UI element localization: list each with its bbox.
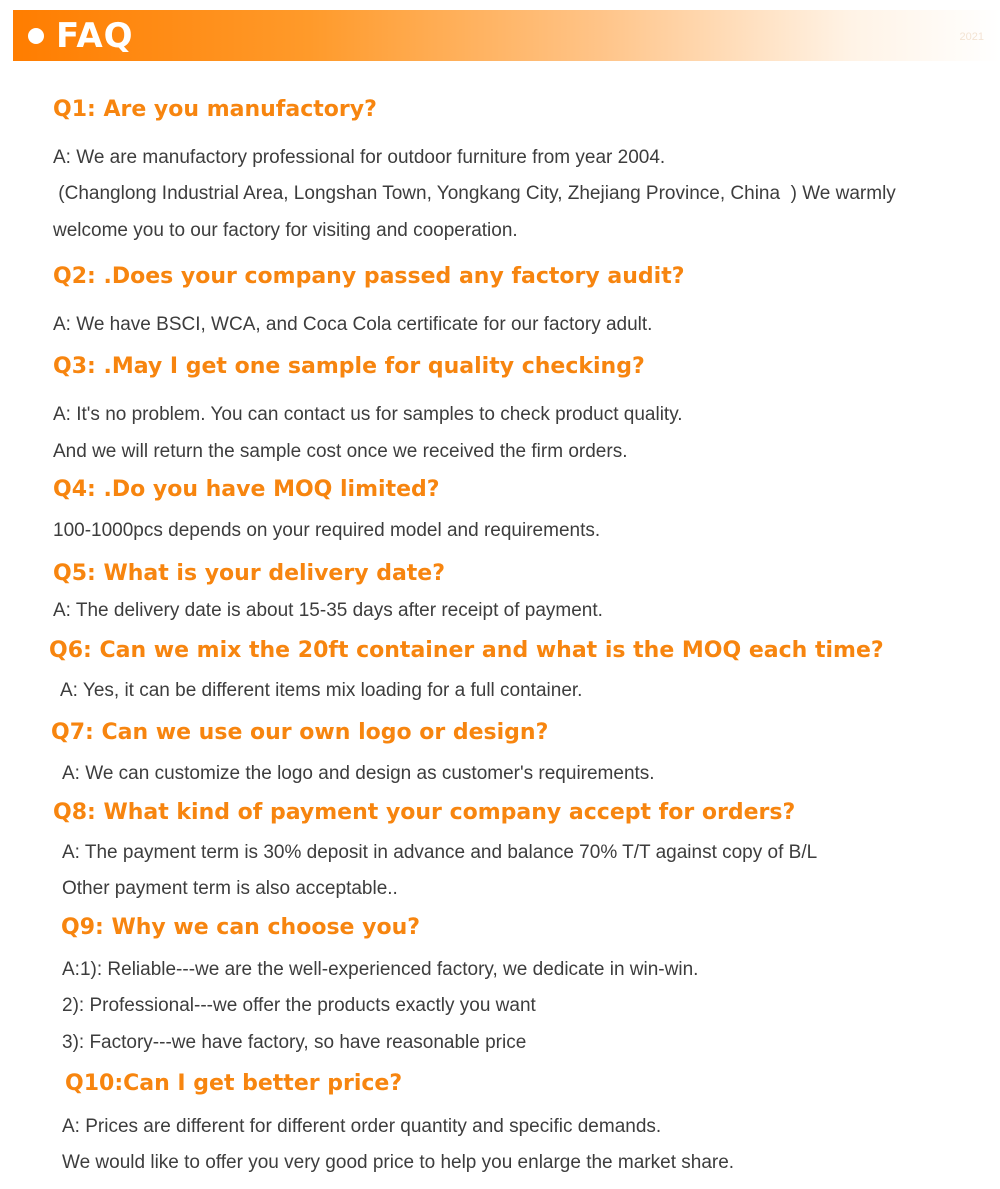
faq-answer-1-line-2: (Changlong Industrial Area, Longshan Town, Yongkang City, Zhejiang Province, China ) We warmly [53,183,896,204]
faq-answer-6-line-1: A: Yes, it can be different items mix loading for a full container. [60,680,583,701]
faq-answer-4-line-1: 100-1000pcs depends on your required model and requirements. [53,520,601,541]
faq-answer-7-line-1: A: We can customize the logo and design as customer's requirements. [62,763,655,784]
faq-answer-10-line-1: A: Prices are different for different order quantity and specific demands. [62,1116,662,1137]
faq-question-8: Q8: What kind of payment your company accept for orders? [53,800,796,825]
faq-answer-3-line-2: And we will return the sample cost once we received the firm orders. [53,441,628,462]
faq-answer-9-line-2: 2): Professional---we offer the products exactly you want [62,995,536,1016]
faq-answer-9-line-3: 3): Factory---we have factory, so have reasonable price [62,1032,527,1053]
faq-question-2: Q2: .Does your company passed any factory audit? [53,264,685,289]
banner-year: 2021 [959,31,984,43]
faq-question-7: Q7: Can we use our own logo or design? [51,720,549,745]
faq-answer-9-line-1: A:1): Reliable---we are the well-experienced factory, we dedicate in win-win. [62,959,699,980]
page-title: FAQ [56,16,134,56]
faq-answer-8-line-1: A: The payment term is 30% deposit in advance and balance 70% T/T against copy of B/L [62,842,818,863]
faq-question-4: Q4: .Do you have MOQ limited? [53,477,440,502]
bullet-dot-icon [28,28,44,44]
faq-question-10: Q10:Can I get better price? [65,1071,403,1096]
faq-answer-1-line-3: welcome you to our factory for visiting and cooperation. [53,220,518,241]
faq-question-1: Q1: Are you manufactory? [53,97,377,122]
faq-answer-3-line-1: A: It's no problem. You can contact us for samples to check product quality. [53,404,683,425]
faq-banner [13,10,1000,61]
faq-question-3: Q3: .May I get one sample for quality checking? [53,354,645,379]
faq-answer-10-line-2: We would like to offer you very good price to help you enlarge the market share. [62,1152,735,1173]
faq-question-9: Q9: Why we can choose you? [61,915,420,940]
faq-question-5: Q5: What is your delivery date? [53,561,445,586]
faq-answer-5-line-1: A: The delivery date is about 15-35 days after receipt of payment. [53,600,603,621]
faq-answer-1-line-1: A: We are manufactory professional for outdoor furniture from year 2004. [53,147,666,168]
faq-answer-8-line-2: Other payment term is also acceptable.. [62,878,398,899]
faq-answer-2-line-1: A: We have BSCI, WCA, and Coca Cola certificate for our factory adult. [53,314,653,335]
faq-question-6: Q6: Can we mix the 20ft container and what is the MOQ each time? [49,638,884,663]
